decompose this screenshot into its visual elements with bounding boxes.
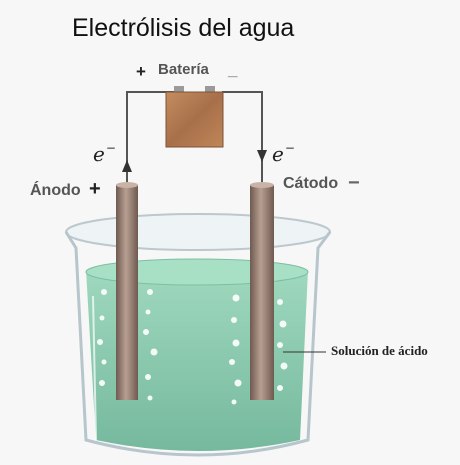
- battery-negative-sign: _: [228, 60, 238, 79]
- electron-arrow-down: [257, 150, 267, 162]
- cathode-label: Cátodo: [283, 175, 339, 192]
- solution-label: Solución de ácido: [331, 343, 428, 358]
- beaker-rim: [66, 214, 330, 250]
- electron-arrow-up: [122, 160, 132, 172]
- cathode-sign: −: [348, 172, 360, 194]
- battery-label: Batería: [158, 61, 209, 78]
- electron-charge: −: [105, 141, 116, 155]
- anode-label: Ánodo: [30, 182, 81, 199]
- anode-sign: +: [89, 178, 101, 200]
- battery: [166, 86, 223, 147]
- cathode-electrode: [250, 182, 274, 400]
- anode-electrode: [116, 182, 138, 400]
- electron-charge: −: [284, 141, 295, 155]
- diagram-title: Electrólisis del agua: [72, 14, 295, 42]
- electron-symbol: e: [93, 142, 105, 166]
- electron-symbol: e: [272, 142, 284, 166]
- electron-label-right: [272, 141, 295, 166]
- battery-positive-sign: +: [136, 62, 146, 81]
- electron-label-left: [93, 141, 116, 166]
